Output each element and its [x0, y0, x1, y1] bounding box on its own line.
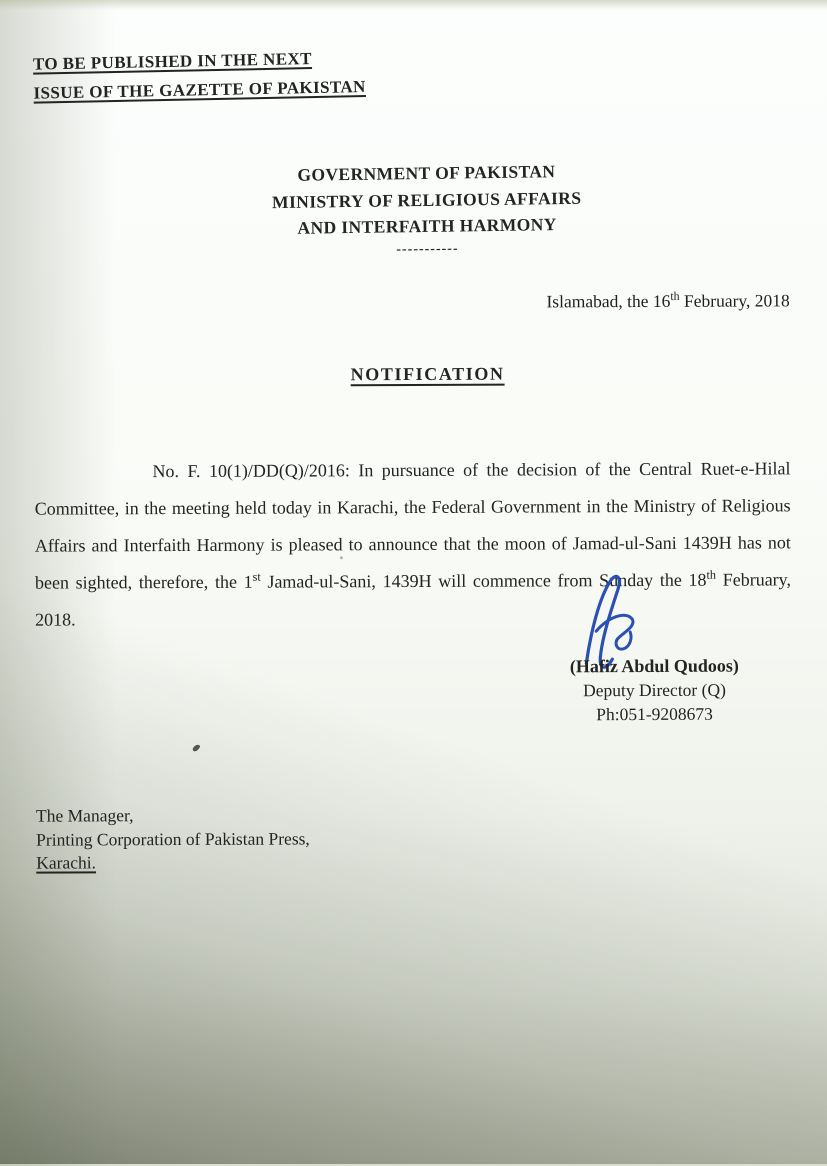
gazette-publication-note — [33, 43, 366, 108]
notification-title: NOTIFICATION — [350, 363, 505, 385]
reference-number: No. F. 10(1)/DD(Q)/2016: — [152, 460, 350, 482]
signatory-block — [519, 653, 789, 726]
ministry-letterhead — [28, 154, 826, 264]
signatory-designation: Deputy Director (Q) — [582, 679, 726, 701]
gazette-note-line2: ISSUE OF THE GAZETTE OF PAKISTAN — [33, 76, 366, 103]
body-text-3: February, 2018. — [35, 569, 792, 630]
addressee-line1: The Manager, — [35, 805, 134, 826]
dateline — [546, 290, 789, 312]
addressee-block — [36, 803, 310, 875]
ordinal-1st: st — [252, 569, 261, 584]
body-text-2: Jamad-ul-Sani, 1439H will commence from Sunday the 18 — [260, 569, 707, 592]
signatory-name: (Hafiz Abdul Qudoos) — [569, 655, 739, 677]
body-text-1: In pursuance of the decision of the Central Ruet-e-Hilal Committee, in the meeting held today in Karachi, the Federal Government in the Ministry of Religious Affairs and Interfaith Harmony is pleased to announce that the moon of Jamad-ul-Sani 1439H has not been sighted, therefore, the 1 — [34, 458, 791, 593]
ink-speck — [192, 743, 201, 752]
dateline-rest: February, 2018 — [679, 290, 790, 311]
dateline-prefix: Islamabad, the 16 — [546, 290, 671, 312]
ordinal-18th: th — [706, 567, 717, 582]
signatory-phone: Ph:051-9208673 — [596, 703, 713, 725]
addressee-line3: Karachi. — [36, 852, 97, 873]
letterhead-divider: ----------- — [396, 241, 459, 257]
letterhead-line1: GOVERNMENT OF PAKISTAN — [297, 161, 556, 185]
letterhead-line3: AND INTERFAITH HARMONY — [297, 214, 557, 238]
addressee-line2: Printing Corporation of Pakistan Press, — [36, 827, 310, 850]
faint-speck — [340, 556, 343, 559]
gazette-note-line1: TO BE PUBLISHED IN THE NEXT — [32, 49, 313, 74]
dateline-ordinal: th — [670, 289, 680, 304]
letterhead-line2: MINISTRY OF RELIGIOUS AFFAIRS — [271, 187, 582, 212]
